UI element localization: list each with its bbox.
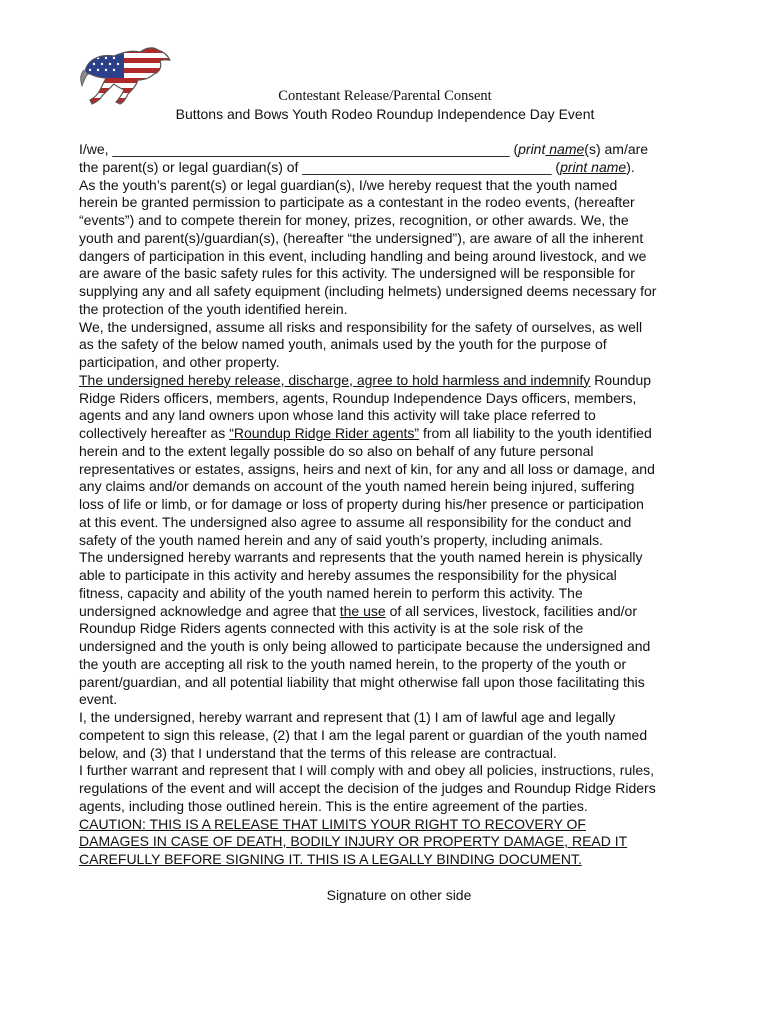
caution-line: DAMAGES IN CASE OF DEATH, BODILY INJURY OR PROPERTY DAMAGE, READ IT [79, 833, 628, 850]
spacer [79, 869, 719, 887]
paragraph-line: I, the undersigned, hereby warrant and represent that (1) I am of lawful age and legally [79, 709, 616, 725]
youth-name-blank-field[interactable]: ________________________________ [302, 158, 556, 175]
agents-pre: collectively hereafter as [79, 425, 230, 441]
hint-paren: ( [513, 141, 519, 157]
paragraph-line: fitness, capacity and ability of the youth named herein to perform this activity. The [79, 584, 583, 601]
paragraph-line: We, the undersigned, assume all risks and responsibility for the safety of ourselves, as well [79, 318, 643, 335]
paragraph-line: “events”) and to compete therein for money, prizes, recognition, or other awards. We, the [79, 212, 629, 228]
paragraph-line: as the safety of the below named youth, animals used by the youth for the purpose of [79, 336, 607, 353]
paragraph-line: at this event. The undersigned also agree to assume all responsibility for the conduct and [79, 513, 632, 530]
paragraph-line: parent/guardian, and all potential liability that might otherwise fall upon those facilitating this [79, 673, 645, 690]
paragraph-line: any claims and/or demands on account of the youth named herein being injured, suffering [79, 478, 635, 495]
print-hint: print [518, 141, 546, 157]
paragraph-line: herein and to the extent legally possible do so also on behalf of any future personal [79, 442, 594, 459]
paragraph-line: regulations of the event and will accept the decision of the judges and Roundup Ridge Riders [79, 780, 656, 796]
use-pre: undersigned acknowledge and agree that [79, 602, 340, 619]
paragraph-line: I further warrant and represent that I will comply with and obey all policies, instructions, rules, [79, 762, 655, 779]
paragraph-line: dangers of participation in this event, including handling and being around livestock, and we [79, 247, 647, 264]
paragraph-line: Roundup Ridge Riders agents connected with this activity is at the sole risk of the [79, 620, 584, 637]
use-post: of all services, livestock, facilities and/or [385, 602, 638, 619]
name-blank-field[interactable]: ___________________________________________________ [112, 141, 514, 157]
paragraph-line [79, 372, 719, 390]
release-clause-underlined: The undersigned hereby release, discharge, agree to hold harmless and indemnify [79, 371, 591, 388]
hint-suffix: (s) am/are [584, 141, 649, 157]
paragraph-line: the youth are accepting all risk to the youth named herein, to the property of the youth or [79, 655, 627, 672]
paragraph-line: agents and any land owners upon whose land this activity will take place referred to [79, 407, 596, 424]
paragraph-line [79, 603, 719, 621]
agents-term: “Roundup Ridge Rider agents” [229, 425, 420, 441]
paragraph-line: the protection of the youth identified herein. [79, 300, 348, 317]
name-hint: name [545, 141, 585, 157]
form-line-2 [79, 159, 719, 177]
form-line-1 [79, 141, 719, 159]
parent-label: the parent(s) or legal guardian(s) of [79, 158, 303, 175]
paragraph-line: competent to sign this release, (2) that I am the legal parent or guardian of the youth named [79, 726, 648, 743]
event-subtitle: Buttons and Bows Youth Rodeo Roundup Independence Day Event [175, 106, 595, 122]
paragraph-line: loss of life or limb, or for damage or loss of property during his/her presence or participation [79, 496, 644, 512]
paragraph-line: As the youth’s parent(s) or legal guardian(s), I/we hereby request that the youth named [79, 176, 618, 193]
paragraph-line: Ridge Riders officers, members, agents, Roundup Independence Days officers, members, [79, 389, 637, 406]
paragraph-line [79, 425, 719, 443]
signature-note: Signature on other side [326, 886, 472, 903]
print-name-hint: print name [560, 158, 627, 175]
paragraph-line: herein be granted permission to participate as a contestant in the rodeo events, (hereafter [79, 194, 635, 211]
iwe-label: I/we, [79, 141, 113, 157]
paragraph-line: supplying any and all safety equipment (including helmets) undersigned deems necessary for [79, 283, 657, 299]
paragraph-line: undersigned and the youth is only being allowed to participate because the undersigned and [79, 638, 651, 654]
release-text [79, 141, 719, 904]
caution-line: CAREFULLY BEFORE SIGNING IT. THIS IS A LEGALLY BINDING DOCUMENT. [79, 851, 582, 867]
caution-line: CAUTION: THIS IS A RELEASE THAT LIMITS YOUR RIGHT TO RECOVERY OF [79, 815, 586, 832]
release-clause-rest: Roundup [590, 371, 652, 388]
hint-paren: ( [555, 158, 561, 175]
paragraph-line: below, and (3) that I understand that the terms of this release are contractual. [79, 744, 557, 761]
paragraph-line: event. [79, 691, 118, 708]
paragraph-line: youth and parent(s)/guardian(s), (hereafter “the undersigned”), are aware of all the inherent [79, 229, 644, 246]
paragraph-line: participation, and other property. [79, 354, 280, 370]
paragraph-line: agents, including those outlined herein. This is the entire agreement of the parties. [79, 797, 588, 814]
agents-post: from all liability to the youth identified [419, 425, 652, 441]
paragraph-line: able to participate in this activity and hereby assumes the responsibility for the physical [79, 567, 617, 583]
paragraph-line: representatives or estates, assigns, heirs and next of kin, for any and all loss or damage, and [79, 460, 655, 477]
document-title: Contestant Release/Parental Consent [278, 88, 492, 104]
paragraph-line: are aware of the basic safety rules for this activity. The undersigned will be responsible for [79, 265, 635, 282]
paragraph-line: The undersigned hereby warrants and represents that the youth named herein is physically [79, 549, 643, 566]
use-term: the use [339, 602, 386, 619]
paragraph-line: safety of the youth named herein and any of said youth’s property, including animals. [79, 531, 604, 548]
hint-close: ). [626, 158, 635, 175]
